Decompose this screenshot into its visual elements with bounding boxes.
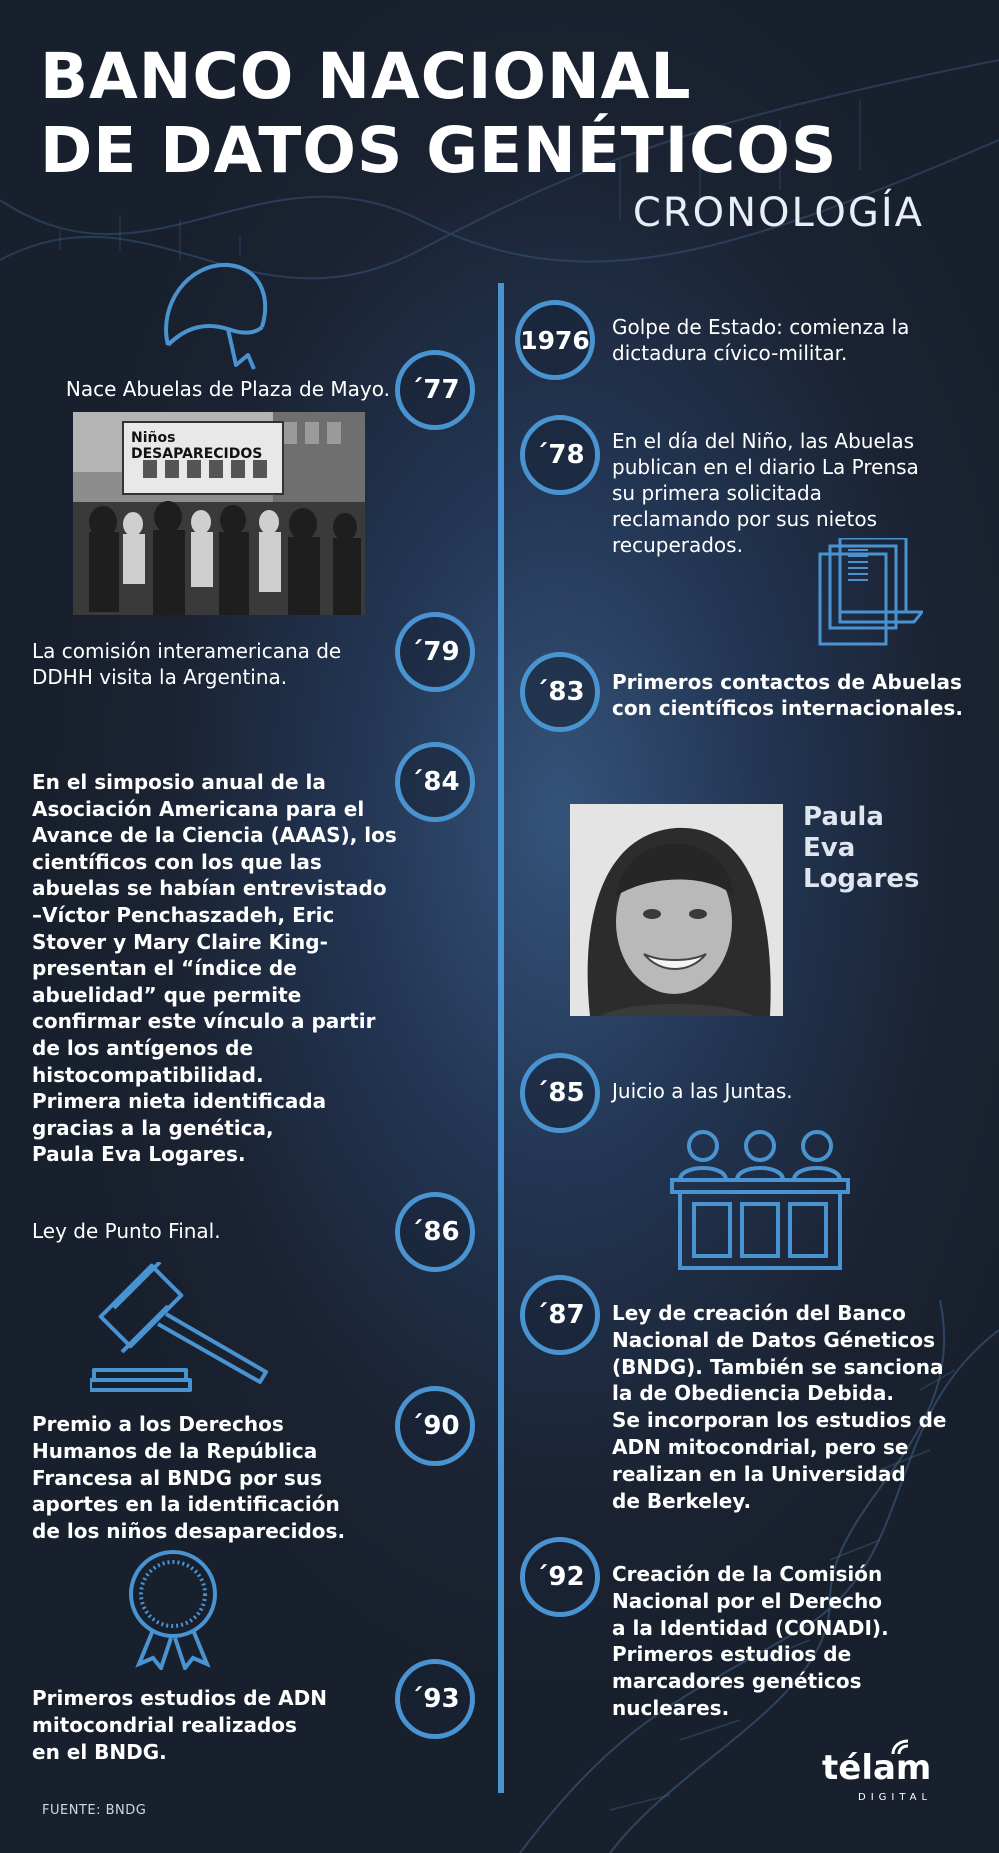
source-note: FUENTE: BNDG [42,1803,147,1818]
event-text-87: Ley de creación del Banco Nacional de Datos Géneticos (BNDG). También se sanciona la de Obediencia Debida. Se incorporan los estudios de ADN mitocondrial, pero se realizan en la Universidad de Berkeley. [612,1301,947,1513]
page-title [40,40,940,188]
event-text-77: Nace Abuelas de Plaza de Mayo. [65,377,390,401]
logo-subtext: DIGITAL [858,1792,933,1803]
event-text-93: Primeros estudios de ADN mitocondrial realizados en el BNDG. [32,1686,327,1764]
event-text-86: Ley de Punto Final. [32,1219,221,1243]
event-text-1976: Golpe de Estado: comienza la dictadura cívico-militar. [612,315,910,365]
medal-icon [125,1548,221,1670]
year-badge-1976: 1976 [515,300,595,380]
event-text-79: La comisión interamericana de DDHH visita la Argentina. [32,639,342,689]
event-text-90: Premio a los Derechos Humanos de la República Francesa al BNDG por sus aportes en la identificación de los niños desaparecidos. [32,1412,346,1544]
event-text-92: Creación de la Comisión Nacional por el Derecho a la Identidad (CONADI). Primeros estudios de marcadores genéticos nucleares. [612,1562,889,1720]
year-badge-83: ´83 [520,652,600,732]
page-subtitle: CRONOLOGÍA [632,190,924,236]
event-text-78: En el día del Niño, las Abuelas publican en el diario La Prensa su primera solicitada reclamando por sus nietos recuperados. [612,429,919,557]
title-line-2: DE DATOS GENÉTICOS [40,114,838,187]
judges-bench-icon [670,1128,850,1271]
protest-banner-text: Niños DESAPARECIDOS [131,430,263,462]
portrait-photo [570,804,783,1016]
year-badge-87: ´87 [520,1275,600,1355]
headscarf-icon [148,255,278,375]
protest-photo [73,412,365,615]
telam-logo [822,1738,957,1808]
year-badge-90: ´90 [395,1386,475,1466]
year-badge-92: ´92 [520,1537,600,1617]
year-badge-78: ´78 [520,415,600,495]
event-text-83: Primeros contactos de Abuelas con científicos internacionales. [612,670,963,720]
event-text-85: Juicio a las Juntas. [612,1079,793,1103]
title-line-1: BANCO NACIONAL [40,40,692,113]
gavel-icon [90,1262,280,1392]
event-text-84: En el simposio anual de la Asociación Americana para el Avance de la Ciencia (AAAS), los científicos con los que las abuelas se habían entrevistado –Víctor Penchaszadeh, Eric Stover y Mary Claire King- presentan el “índice de abuelidad” que permite confirmar este vínculo a partir de los antígenos de histocompatibilidad. Primera nieta identificada gracias a la genética, Paula Eva Logares. [32,770,397,1167]
year-badge-77: ´77 [395,350,475,430]
year-badge-85: ´85 [520,1053,600,1133]
year-badge-79: ´79 [395,612,475,692]
timeline-axis [498,283,504,1793]
portrait-name: Paula Eva Logares [803,802,920,894]
year-badge-93: ´93 [395,1659,475,1739]
year-badge-84: ´84 [395,742,475,822]
year-badge-86: ´86 [395,1192,475,1272]
logo-wordmark: télam [822,1748,932,1788]
newspaper-icon [818,538,923,646]
